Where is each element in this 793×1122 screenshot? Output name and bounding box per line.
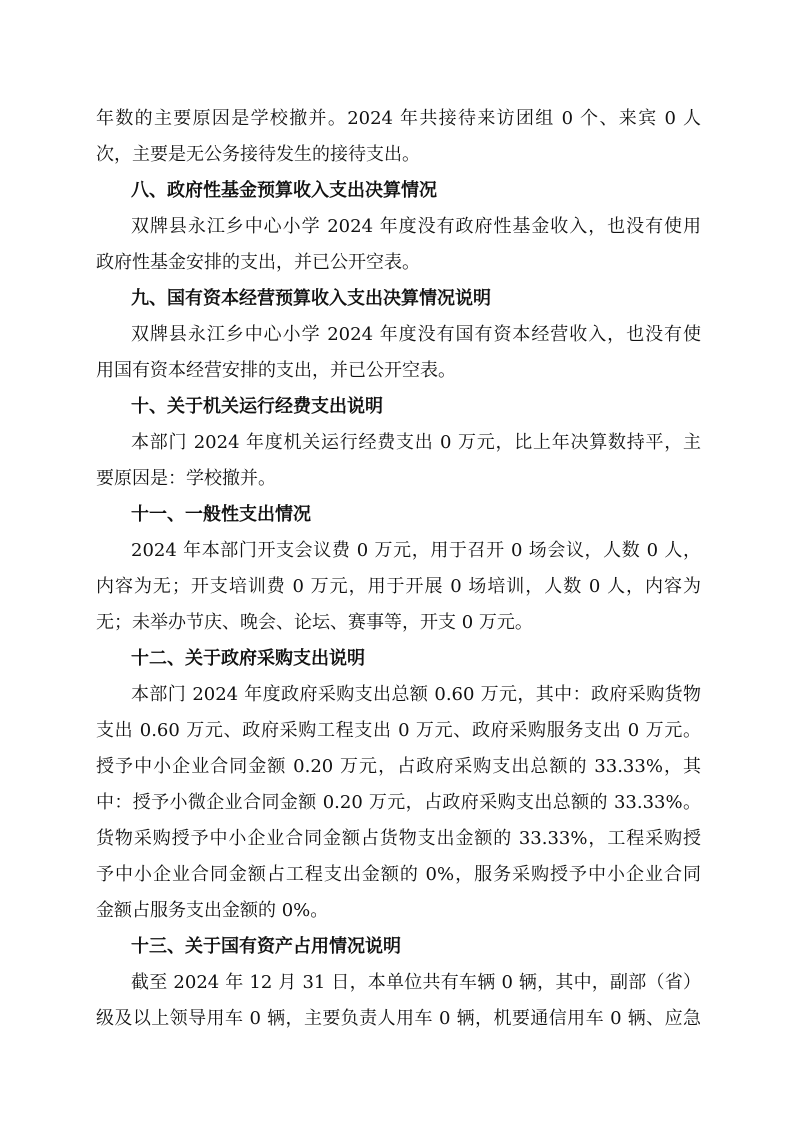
body-line-20: 级及以上领导用车 0 辆，主要负责人用车 0 辆，机要通信用车 0 辆、应急: [96, 1008, 701, 1029]
body-line-11: 无；未举办节庆、晚会、论坛、赛事等，开支 0 万元。: [96, 612, 533, 633]
section-heading-9: 九、国有资本经营预算收入支出决算情况说明: [131, 288, 491, 309]
body-line-7: 本部门 2024 年度机关运行经费支出 0 万元，比上年决算数持平，主: [131, 432, 701, 453]
body-line-13: 支出 0.60 万元、政府采购工程支出 0 万元、政府采购服务支出 0 万元。: [96, 720, 701, 741]
body-line-1: 年数的主要原因是学校撤并。2024 年共接待来访团组 0 个、来宾 0 人: [96, 108, 701, 129]
section-heading-10: 十、关于机关运行经费支出说明: [131, 396, 383, 417]
body-line-17: 予中小企业合同金额占工程支出金额的 0%，服务采购授予中小企业合同: [96, 864, 701, 885]
body-line-18: 金额占服务支出金额的 0%。: [96, 900, 329, 921]
section-heading-13: 十三、关于国有资产占用情况说明: [131, 936, 401, 957]
section-heading-11: 十一、一般性支出情况: [131, 504, 311, 525]
body-line-2: 次，主要是无公务接待发生的接待支出。: [96, 144, 420, 165]
body-line-19: 截至 2024 年 12 月 31 日，本单位共有车辆 0 辆，其中，副部（省）: [131, 972, 701, 993]
body-line-10: 内容为无；开支培训费 0 万元，用于开展 0 场培训，人数 0 人，内容为: [96, 576, 701, 597]
body-line-3: 双牌县永江乡中心小学 2024 年度没有政府性基金收入，也没有使用: [131, 216, 701, 237]
body-line-12: 本部门 2024 年度政府采购支出总额 0.60 万元，其中：政府采购货物: [131, 684, 701, 705]
body-line-5: 双牌县永江乡中心小学 2024 年度没有国有资本经营收入，也没有使: [131, 324, 701, 345]
body-line-14: 授予中小企业合同金额 0.20 万元，占政府采购支出总额的 33.33%，其: [96, 756, 701, 777]
body-line-9: 2024 年本部门开支会议费 0 万元，用于召开 0 场会议，人数 0 人，: [131, 540, 701, 561]
body-line-16: 货物采购授予中小企业合同金额占货物支出金额的 33.33%，工程采购授: [96, 828, 701, 849]
section-heading-8: 八、政府性基金预算收入支出决算情况: [131, 180, 437, 201]
body-line-8: 要原因是：学校撤并。: [96, 468, 276, 489]
body-line-6: 用国有资本经营安排的支出，并已公开空表。: [96, 360, 456, 381]
body-line-4: 政府性基金安排的支出，并已公开空表。: [96, 252, 420, 273]
section-heading-12: 十二、关于政府采购支出说明: [131, 648, 365, 669]
body-line-15: 中：授予小微企业合同金额 0.20 万元，占政府采购支出总额的 33.33%。: [96, 792, 701, 813]
